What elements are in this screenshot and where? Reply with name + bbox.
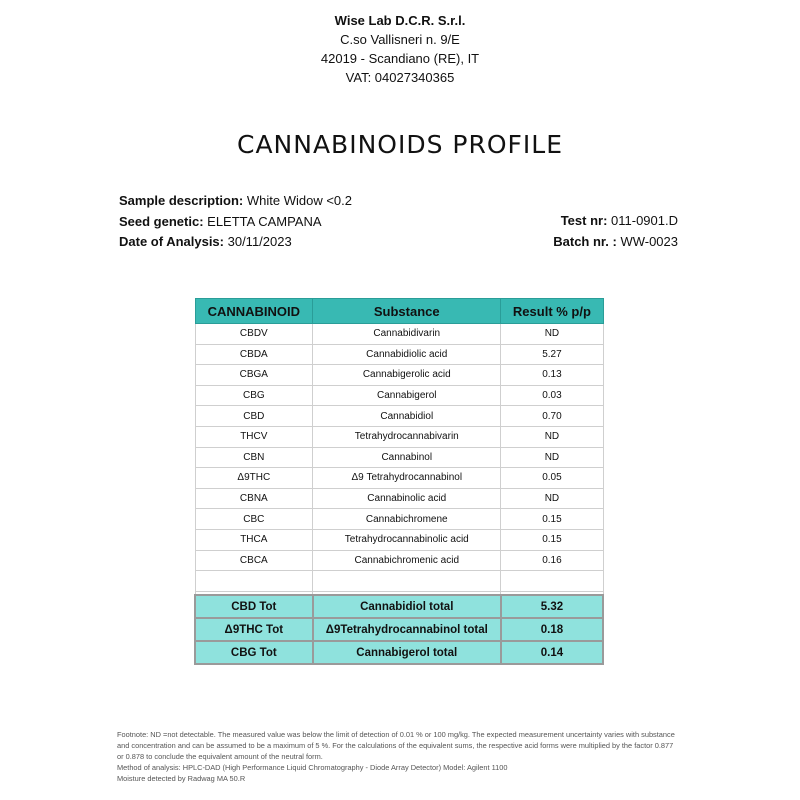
substance-cell: Cannabigerol <box>313 385 501 406</box>
result-cell: ND <box>501 426 603 447</box>
date-of-analysis <box>119 232 352 253</box>
total-label-cell: Δ9THC Tot <box>195 618 313 641</box>
substance-cell: Cannabigerolic acid <box>313 365 501 386</box>
test-number-value: 011-0901.D <box>607 213 678 228</box>
table-row <box>195 406 603 427</box>
empty-cell <box>501 571 603 592</box>
total-label-cell: CBG Tot <box>195 641 313 664</box>
address-line-1: C.so Vallisneri n. 9/E <box>340 32 460 47</box>
result-cell: 0.05 <box>501 468 603 489</box>
footnote-text: Footnote: ND =not detectable. The measured value was below the limit of detection of 0.01 % or 100 mg/kg. The expected measurement uncertainty varies with substance and concentration and can be assumed to be a maximum of 5 %. For the calculations of the equivalent sums, the respective acid forms were multiplied by the factor 0.877 or 0.878 to conclude the equivalent amount of the neutral form. <box>117 730 675 761</box>
cannabinoid-cell: THCV <box>195 426 313 447</box>
cannabinoid-cell: CBNA <box>195 488 313 509</box>
table-row <box>195 509 603 530</box>
date-of-analysis-label: Date of Analysis: <box>119 234 224 249</box>
test-info <box>553 211 678 252</box>
result-cell: 0.15 <box>501 529 603 550</box>
table-row <box>195 426 603 447</box>
column-header-substance: Substance <box>313 299 501 324</box>
column-header-cannabinoid: CANNABINOID <box>195 299 313 324</box>
cannabinoid-cell: CBC <box>195 509 313 530</box>
cannabinoid-cell: CBG <box>195 385 313 406</box>
table-row <box>195 324 603 345</box>
substance-cell: Cannabinolic acid <box>313 488 501 509</box>
batch-number-label: Batch nr. : <box>553 233 617 249</box>
sample-description <box>119 191 352 212</box>
table-row <box>195 344 603 365</box>
cannabinoid-cell: CBN <box>195 447 313 468</box>
lab-header <box>0 11 800 87</box>
sample-description-label: Sample description: <box>119 193 244 208</box>
address-line-2: 42019 - Scandiano (RE), IT <box>320 51 480 66</box>
column-header-result: Result % p/p <box>501 299 603 324</box>
cannabinoid-cell: CBCA <box>195 550 313 571</box>
empty-cell <box>195 571 313 592</box>
cannabinoid-cell: CBGA <box>195 365 313 386</box>
vat-number: VAT: 04027340365 <box>345 70 455 85</box>
result-cell: 0.13 <box>501 365 603 386</box>
total-substance-cell: Δ9Tetrahydrocannabinol total <box>313 618 501 641</box>
table-row <box>195 550 603 571</box>
analysis-method: Method of analysis: HPLC-DAD (High Performance Liquid Chromatography - Diode Array Detector) Model: Agilent 1100 <box>117 763 508 772</box>
table-row <box>195 488 603 509</box>
test-number <box>553 211 678 232</box>
seed-genetic-label: Seed genetic: <box>119 213 204 229</box>
cannabinoid-cell: CBD <box>195 406 313 427</box>
total-row-cbg <box>195 641 603 664</box>
total-result-cell: 5.32 <box>501 595 603 618</box>
total-substance-cell: Cannabigerol total <box>313 641 501 664</box>
result-cell: 0.70 <box>501 406 603 427</box>
substance-cell: Cannabidiolic acid <box>313 344 501 365</box>
table-row <box>195 468 603 489</box>
result-cell: 0.16 <box>501 550 603 571</box>
total-label-cell: CBD Tot <box>195 595 313 618</box>
table-row <box>195 365 603 386</box>
batch-number <box>553 232 678 253</box>
table-header-row <box>195 299 603 324</box>
sample-info <box>119 191 352 253</box>
result-cell: 0.03 <box>501 385 603 406</box>
total-result-cell: 0.14 <box>501 641 603 664</box>
substance-cell: Cannabichromenic acid <box>313 550 501 571</box>
cannabinoids-table <box>194 298 604 665</box>
substance-cell: Cannabinol <box>313 447 501 468</box>
cannabinoid-cell: Δ9THC <box>195 468 313 489</box>
table-row <box>195 385 603 406</box>
sample-description-value: White Widow <0.2 <box>243 193 352 208</box>
seed-genetic <box>119 212 352 233</box>
total-row-cbd <box>195 595 603 618</box>
result-cell: 5.27 <box>501 344 603 365</box>
total-result-cell: 0.18 <box>501 618 603 641</box>
substance-cell: Cannabidiol <box>313 406 501 427</box>
table-row <box>195 529 603 550</box>
empty-row <box>195 571 603 592</box>
result-cell: ND <box>501 447 603 468</box>
company-name: Wise Lab D.C.R. S.r.l. <box>334 13 466 28</box>
moisture-note: Moisture detected by Radwag MA 50.R <box>117 774 246 783</box>
batch-number-value: WW-0023 <box>616 233 678 249</box>
cannabinoid-cell: CBDA <box>195 344 313 365</box>
substance-cell: Tetrahydrocannabivarin <box>313 426 501 447</box>
result-cell: ND <box>501 324 603 345</box>
empty-cell <box>313 571 501 592</box>
total-substance-cell: Cannabidiol total <box>313 595 501 618</box>
cannabinoid-cell: THCA <box>195 529 313 550</box>
footnote <box>117 729 677 784</box>
page-title: CANNABINOIDS PROFILE <box>236 130 563 159</box>
substance-cell: Δ9 Tetrahydrocannabinol <box>313 468 501 489</box>
test-number-label: Test nr: <box>560 213 608 228</box>
table-row <box>195 447 603 468</box>
seed-genetic-value: ELETTA CAMPANA <box>203 213 322 229</box>
substance-cell: Tetrahydrocannabinolic acid <box>313 529 501 550</box>
result-cell: ND <box>501 488 603 509</box>
substance-cell: Cannabichromene <box>313 509 501 530</box>
substance-cell: Cannabidivarin <box>313 324 501 345</box>
date-of-analysis-value: 30/11/2023 <box>224 234 292 249</box>
cannabinoid-cell: CBDV <box>195 324 313 345</box>
result-cell: 0.15 <box>501 509 603 530</box>
total-row-thc <box>195 618 603 641</box>
